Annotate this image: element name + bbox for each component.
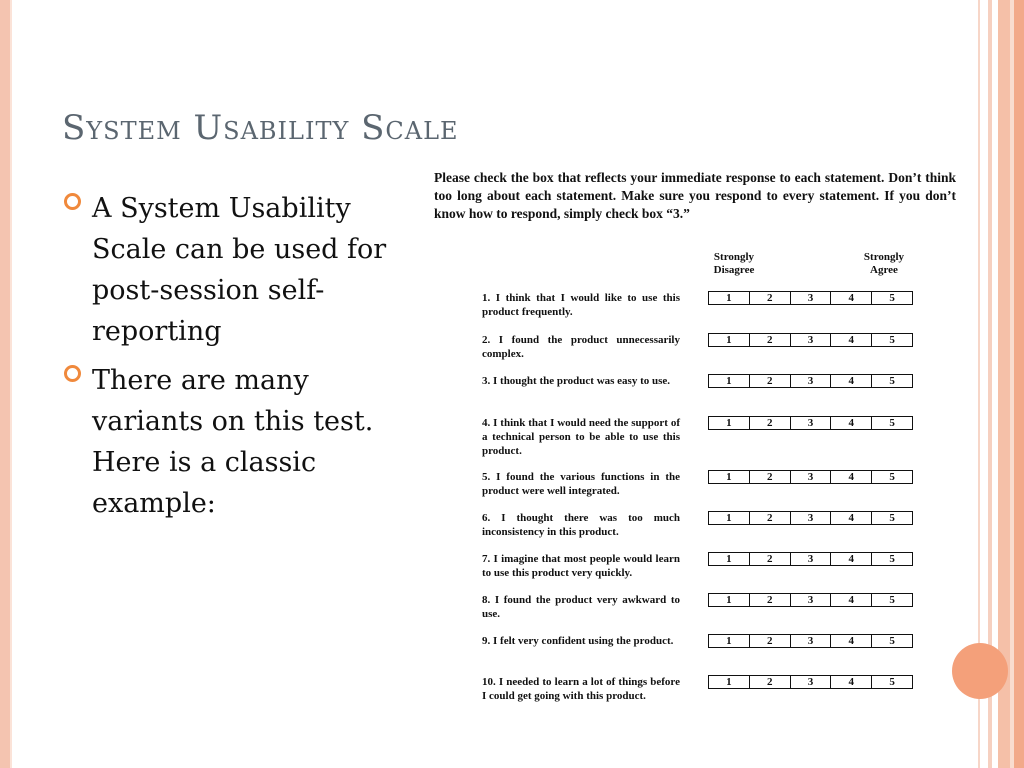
bullet-list [64, 188, 424, 532]
rating-box[interactable]: 4 [830, 417, 871, 429]
rating-box[interactable]: 2 [749, 292, 790, 304]
question-text: 4. I think that I would need the support of a technical person to be able to use this product. [482, 417, 680, 457]
rating-box[interactable]: 3 [790, 292, 831, 304]
rating-box[interactable]: 5 [871, 334, 912, 346]
rating-box[interactable]: 2 [749, 375, 790, 387]
bullet-circle-icon [64, 365, 81, 382]
rating-box[interactable]: 1 [726, 635, 732, 647]
rating-box[interactable]: 4 [830, 512, 871, 524]
rating-box[interactable]: 3 [790, 594, 831, 606]
rating-box[interactable]: 4 [830, 375, 871, 387]
rating-box[interactable]: 4 [830, 334, 871, 346]
rating-box[interactable]: 1 [726, 292, 732, 304]
question-text: 7. I imagine that most people would learn to use this product very quickly. [482, 553, 680, 579]
rating-box[interactable]: 1 [726, 375, 732, 387]
decorative-circle [952, 643, 1008, 699]
rating-box[interactable]: 3 [790, 334, 831, 346]
question-text: 5. I found the various functions in the product were well integrated. [482, 471, 680, 497]
rating-scale [708, 416, 913, 430]
rating-box[interactable]: 3 [790, 676, 831, 688]
rating-box[interactable]: 5 [871, 471, 912, 483]
rating-scale [708, 333, 913, 347]
question-text: 10. I needed to learn a lot of things before I could get going with this product. [482, 676, 680, 702]
rating-box[interactable]: 1 [726, 594, 732, 606]
rating-box[interactable]: 3 [790, 512, 831, 524]
rating-box[interactable]: 5 [871, 375, 912, 387]
rating-box[interactable]: 4 [830, 471, 871, 483]
rating-box[interactable]: 1 [726, 417, 732, 429]
question-text: 6. I thought there was too much inconsistency in this product. [482, 512, 680, 538]
bullet-item [64, 188, 424, 352]
rating-box[interactable]: 4 [830, 594, 871, 606]
rating-scale [708, 291, 913, 305]
rating-box[interactable]: 1 [726, 512, 732, 524]
rating-box[interactable]: 5 [871, 676, 912, 688]
question-text: 1. I think that I would like to use this product frequently. [482, 292, 680, 318]
rating-box[interactable]: 2 [749, 417, 790, 429]
rating-box[interactable]: 4 [830, 676, 871, 688]
slide-title: System Usability Scale [62, 108, 459, 148]
rating-box[interactable]: 2 [749, 635, 790, 647]
rating-box[interactable]: 1 [726, 676, 732, 688]
slide-frame-left [0, 0, 10, 768]
rating-box[interactable]: 5 [871, 553, 912, 565]
sus-questionnaire-image [430, 163, 960, 723]
rating-box[interactable]: 2 [749, 512, 790, 524]
rating-box[interactable]: 2 [749, 334, 790, 346]
rating-box[interactable]: 2 [749, 553, 790, 565]
question-text: 9. I felt very confident using the product. [482, 635, 674, 647]
rating-scale [708, 511, 913, 525]
rating-box[interactable]: 3 [790, 635, 831, 647]
rating-scale [708, 470, 913, 484]
rating-box[interactable]: 5 [871, 635, 912, 647]
rating-box[interactable]: 3 [790, 553, 831, 565]
bullet-text: A System Usability Scale can be used for post-session self-reporting [92, 193, 387, 347]
question-text: 3. I thought the product was easy to use. [482, 375, 671, 387]
rating-box[interactable]: 5 [871, 292, 912, 304]
rating-box[interactable]: 1 [726, 471, 732, 483]
strongly-agree-label: Strongly Agree [863, 251, 905, 276]
rating-box[interactable]: 2 [749, 471, 790, 483]
rating-box[interactable]: 5 [871, 512, 912, 524]
rating-box[interactable]: 4 [830, 553, 871, 565]
bullet-item [64, 360, 424, 524]
rating-box[interactable]: 2 [749, 676, 790, 688]
rating-box[interactable]: 3 [790, 417, 831, 429]
questionnaire-instructions: Please check the box that reflects your immediate response to each statement. Don’t think too long about each statement. Make sure you respond to every statement. If you don’t know how to respond, simply check box “3.” [434, 170, 956, 221]
rating-scale [708, 552, 913, 566]
rating-box[interactable]: 3 [790, 375, 831, 387]
rating-scale [708, 634, 913, 648]
rating-box[interactable]: 2 [749, 594, 790, 606]
rating-scale [708, 675, 913, 689]
bullet-circle-icon [64, 193, 81, 210]
question-text: 8. I found the product very awkward to use. [482, 594, 680, 620]
rating-box[interactable]: 5 [871, 594, 912, 606]
rating-box[interactable]: 5 [871, 417, 912, 429]
rating-box[interactable]: 3 [790, 471, 831, 483]
rating-box[interactable]: 4 [830, 635, 871, 647]
rating-box[interactable]: 1 [726, 553, 732, 565]
rating-box[interactable]: 4 [830, 292, 871, 304]
question-text: 2. I found the product unnecessarily complex. [482, 334, 680, 360]
rating-scale [708, 374, 913, 388]
rating-scale [708, 593, 913, 607]
strongly-disagree-label: Strongly Disagree [713, 251, 755, 276]
bullet-text: There are many variants on this test. Here is a classic example: [92, 365, 374, 519]
rating-box[interactable]: 1 [726, 334, 732, 346]
